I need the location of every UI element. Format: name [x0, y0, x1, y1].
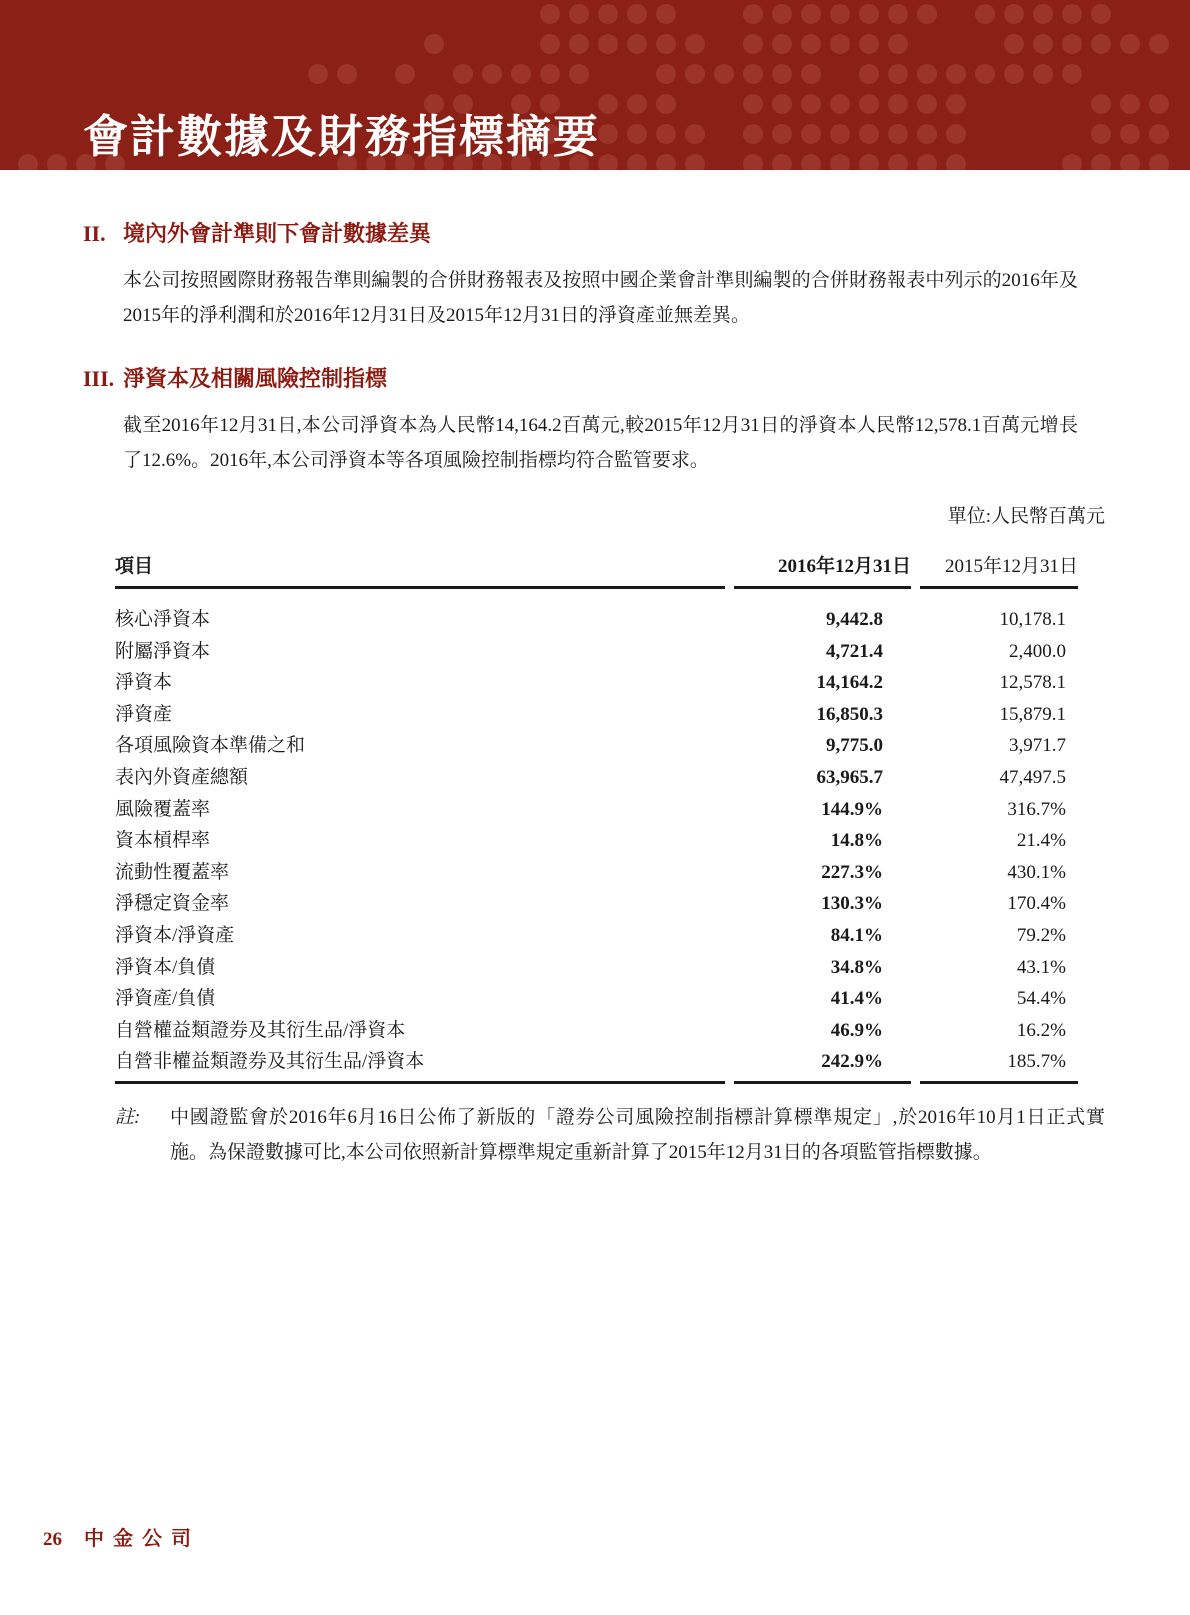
decorative-dot [743, 4, 763, 24]
decorative-dot [627, 34, 647, 54]
decorative-dot [1149, 94, 1169, 114]
decorative-dot [1149, 124, 1169, 144]
decorative-dot [859, 124, 879, 144]
row-label: 淨穩定資金率 [115, 893, 230, 915]
page-title: 會計數據及財務指標摘要 [83, 112, 601, 162]
page-footer [43, 1522, 200, 1551]
decorative-dot [627, 4, 647, 24]
row-value-2016: 14,164.2 [816, 672, 883, 694]
decorative-dot [1062, 34, 1082, 54]
decorative-dot [569, 64, 589, 84]
row-label: 表內外資產總額 [115, 766, 249, 788]
row-value-2015: 16.2% [1016, 1019, 1066, 1041]
table-row [115, 1046, 1078, 1084]
decorative-dot [888, 124, 908, 144]
row-label: 淨資本 [115, 672, 173, 694]
decorative-dot [18, 154, 38, 170]
financial-indicators-table [115, 543, 1078, 1084]
row-value-2015: 2,400.0 [1009, 640, 1066, 662]
decorative-dot [917, 124, 937, 144]
row-value-2015: 12,578.1 [999, 672, 1066, 694]
row-value-2015: 185.7% [920, 1046, 1078, 1084]
decorative-dot [1149, 34, 1169, 54]
decorative-dot [540, 64, 560, 84]
decorative-dot [830, 34, 850, 54]
table-body [115, 589, 1078, 1084]
decorative-dot [511, 64, 531, 84]
row-value-2016: 130.3% [821, 893, 883, 915]
row-value-2015: 316.7% [1007, 798, 1066, 820]
row-value-2015: 43.1% [1016, 956, 1066, 978]
decorative-dot [656, 124, 676, 144]
decorative-dot [830, 4, 850, 24]
column-header-2015: 2015年12月31日 [920, 543, 1078, 589]
decorative-dot [656, 34, 676, 54]
table-row [115, 888, 1078, 920]
decorative-dot [685, 34, 705, 54]
decorative-dot [888, 154, 908, 170]
table-row [115, 794, 1078, 826]
decorative-dot [1120, 94, 1140, 114]
decorative-dot [1091, 124, 1111, 144]
table-row [115, 636, 1078, 668]
table-row [115, 762, 1078, 794]
decorative-dot [743, 64, 763, 84]
decorative-dot [772, 64, 792, 84]
decorative-dot [946, 64, 966, 84]
decorative-dot [308, 64, 328, 84]
section-number: II. [83, 221, 106, 246]
decorative-dot [1004, 64, 1024, 84]
company-name: 中金公司 [84, 1528, 200, 1550]
decorative-dot [743, 94, 763, 114]
decorative-dot [859, 64, 879, 84]
decorative-dot [917, 94, 937, 114]
decorative-dot [569, 34, 589, 54]
row-value-2016: 144.9% [821, 798, 883, 820]
decorative-dot [859, 94, 879, 114]
decorative-dot [772, 34, 792, 54]
decorative-dot [1004, 34, 1024, 54]
section-body-text: 截至2016年12月31日,本公司淨資本為人民幣14,164.2百萬元,較2015年12月31日的淨資本人民幣12,578.1百萬元增長了12.6%。2016年,本公司淨資本等各項風險控制指標均符合監管要求。 [123, 415, 1078, 471]
decorative-dot [598, 4, 618, 24]
section-accounting-differences [83, 220, 1078, 333]
row-value-2015: 79.2% [1016, 924, 1066, 946]
decorative-dot [772, 154, 792, 170]
decorative-dot [946, 154, 966, 170]
decorative-dot [830, 94, 850, 114]
decorative-dot [685, 124, 705, 144]
row-value-2016: 9,442.8 [826, 609, 883, 630]
decorative-dot [337, 64, 357, 84]
row-label: 各項風險資本準備之和 [115, 735, 306, 757]
decorative-dot [1062, 64, 1082, 84]
decorative-dot [859, 154, 879, 170]
row-label: 流動性覆蓋率 [115, 861, 230, 883]
section-heading-text: 境內外會計準則下會計數據差異 [123, 221, 432, 246]
column-header-item: 項目 [115, 543, 725, 589]
row-value-2016: 14.8% [830, 830, 883, 852]
section-number: III. [83, 366, 115, 391]
row-value-2016: 9,775.0 [826, 735, 883, 757]
table-row [115, 952, 1078, 984]
decorative-dot [1120, 124, 1140, 144]
decorative-dot [801, 34, 821, 54]
row-value-2016: 63,965.7 [816, 766, 883, 788]
decorative-dot [482, 64, 502, 84]
decorative-dot [743, 124, 763, 144]
decorative-dot [569, 4, 589, 24]
row-value-2015: 430.1% [1007, 861, 1066, 883]
decorative-dot [656, 154, 676, 170]
decorative-dot [743, 34, 763, 54]
table-row [115, 825, 1078, 857]
table-row [115, 667, 1078, 699]
decorative-dot [772, 4, 792, 24]
decorative-dot [917, 4, 937, 24]
decorative-dot [598, 154, 618, 170]
unit-label: 單位:人民幣百萬元 [947, 506, 1105, 527]
table-row [115, 857, 1078, 889]
section-net-capital [83, 365, 1078, 478]
row-value-2016: 16,850.3 [816, 703, 883, 725]
decorative-dot [627, 94, 647, 114]
decorative-dot [917, 154, 937, 170]
decorative-dot [801, 64, 821, 84]
page-banner [0, 0, 1190, 170]
table-row [115, 730, 1078, 762]
row-label: 風險覆蓋率 [115, 798, 211, 820]
row-value-2016: 41.4% [830, 988, 883, 1010]
decorative-dot [859, 34, 879, 54]
row-label: 資本槓桿率 [115, 830, 211, 852]
row-value-2016: 227.3% [821, 861, 883, 883]
decorative-dot [1033, 4, 1053, 24]
decorative-dot [424, 34, 444, 54]
decorative-dot [685, 64, 705, 84]
decorative-dot [47, 154, 67, 170]
decorative-dot [801, 4, 821, 24]
table-row [115, 699, 1078, 731]
row-label: 淨資產/負債 [115, 988, 216, 1010]
decorative-dot [801, 94, 821, 114]
table-row [115, 604, 1078, 636]
row-label: 核心淨資本 [115, 609, 211, 630]
decorative-dot [946, 124, 966, 144]
decorative-dot [801, 124, 821, 144]
decorative-dot [1120, 34, 1140, 54]
row-label: 自營非權益類證券及其衍生品/淨資本 [115, 1046, 725, 1084]
decorative-dot [859, 4, 879, 24]
row-value-2016: 4,721.4 [826, 640, 883, 662]
row-label: 淨資本/淨資產 [115, 924, 235, 946]
footnote [115, 1100, 1105, 1170]
section-heading-text: 淨資本及相關風險控制指標 [123, 366, 388, 391]
row-value-2015: 170.4% [1007, 893, 1066, 915]
decorative-dot [1149, 154, 1169, 170]
row-value-2016: 242.9% [734, 1046, 911, 1084]
row-label: 附屬淨資本 [115, 640, 211, 662]
decorative-dot [772, 94, 792, 114]
section-body-text: 本公司按照國際財務報告準則編製的合併財務報表及按照中國企業會計準則編製的合併財務報表中列示的2016年及2015年的淨利潤和於2016年12月31日及2015年12月31日的淨資產並無差異。 [123, 270, 1078, 326]
decorative-dot [656, 4, 676, 24]
decorative-dot [888, 64, 908, 84]
decorative-dot [1062, 4, 1082, 24]
decorative-dot [1120, 154, 1140, 170]
row-label: 自營權益類證券及其衍生品/淨資本 [115, 1019, 406, 1041]
decorative-dot [656, 94, 676, 114]
decorative-dot [714, 64, 734, 84]
decorative-dot [1091, 94, 1111, 114]
table-row [115, 920, 1078, 952]
decorative-dot [830, 154, 850, 170]
decorative-dot [1091, 4, 1111, 24]
row-value-2016: 34.8% [830, 956, 883, 978]
decorative-dot [1033, 64, 1053, 84]
row-value-2015: 47,497.5 [999, 766, 1066, 788]
row-value-2015: 15,879.1 [999, 703, 1066, 725]
decorative-dot [1091, 34, 1111, 54]
row-value-2015: 21.4% [1016, 830, 1066, 852]
decorative-dot [975, 64, 995, 84]
decorative-dot [1004, 4, 1024, 24]
table-header-row [115, 543, 1078, 589]
row-value-2016: 46.9% [830, 1019, 883, 1041]
decorative-dot [656, 64, 676, 84]
decorative-dot [598, 124, 618, 144]
decorative-dot [540, 34, 560, 54]
table-row [115, 1015, 1078, 1047]
row-value-2016: 84.1% [830, 924, 883, 946]
decorative-dot [685, 154, 705, 170]
column-header-2016: 2016年12月31日 [734, 543, 911, 589]
table-row [115, 983, 1078, 1015]
row-value-2015: 3,971.7 [1009, 735, 1066, 757]
footnote-label: 註: [115, 1106, 141, 1128]
decorative-dot [1091, 154, 1111, 170]
decorative-dot [888, 94, 908, 114]
section-heading [83, 365, 1078, 393]
decorative-dot [888, 4, 908, 24]
decorative-dot [1062, 154, 1082, 170]
row-label: 淨資本/負債 [115, 956, 216, 978]
decorative-dot [627, 124, 647, 144]
decorative-dot [598, 34, 618, 54]
footnote-text: 中國證監會於2016年6月16日公佈了新版的「證券公司風險控制指標計算標準規定」,於2016年10月1日正式實施。為保證數據可比,本公司依照新計算標準規定重新計算了2015年12月31日的各項監管指標數據。 [170, 1106, 1105, 1163]
decorative-dot [453, 64, 473, 84]
decorative-dot [743, 154, 763, 170]
decorative-dot [946, 94, 966, 114]
decorative-dot [772, 124, 792, 144]
decorative-dot [1033, 34, 1053, 54]
row-label: 淨資產 [115, 703, 173, 725]
row-value-2015: 54.4% [1016, 988, 1066, 1010]
decorative-dot [917, 64, 937, 84]
decorative-dot [888, 34, 908, 54]
decorative-dot [540, 4, 560, 24]
decorative-dot [801, 154, 821, 170]
decorative-dot [395, 64, 415, 84]
decorative-dot [975, 4, 995, 24]
section-heading [83, 220, 1078, 248]
page-number: 26 [43, 1529, 62, 1550]
decorative-dot [627, 154, 647, 170]
decorative-dot [830, 124, 850, 144]
row-value-2015: 10,178.1 [999, 609, 1066, 630]
decorative-dot [598, 94, 618, 114]
